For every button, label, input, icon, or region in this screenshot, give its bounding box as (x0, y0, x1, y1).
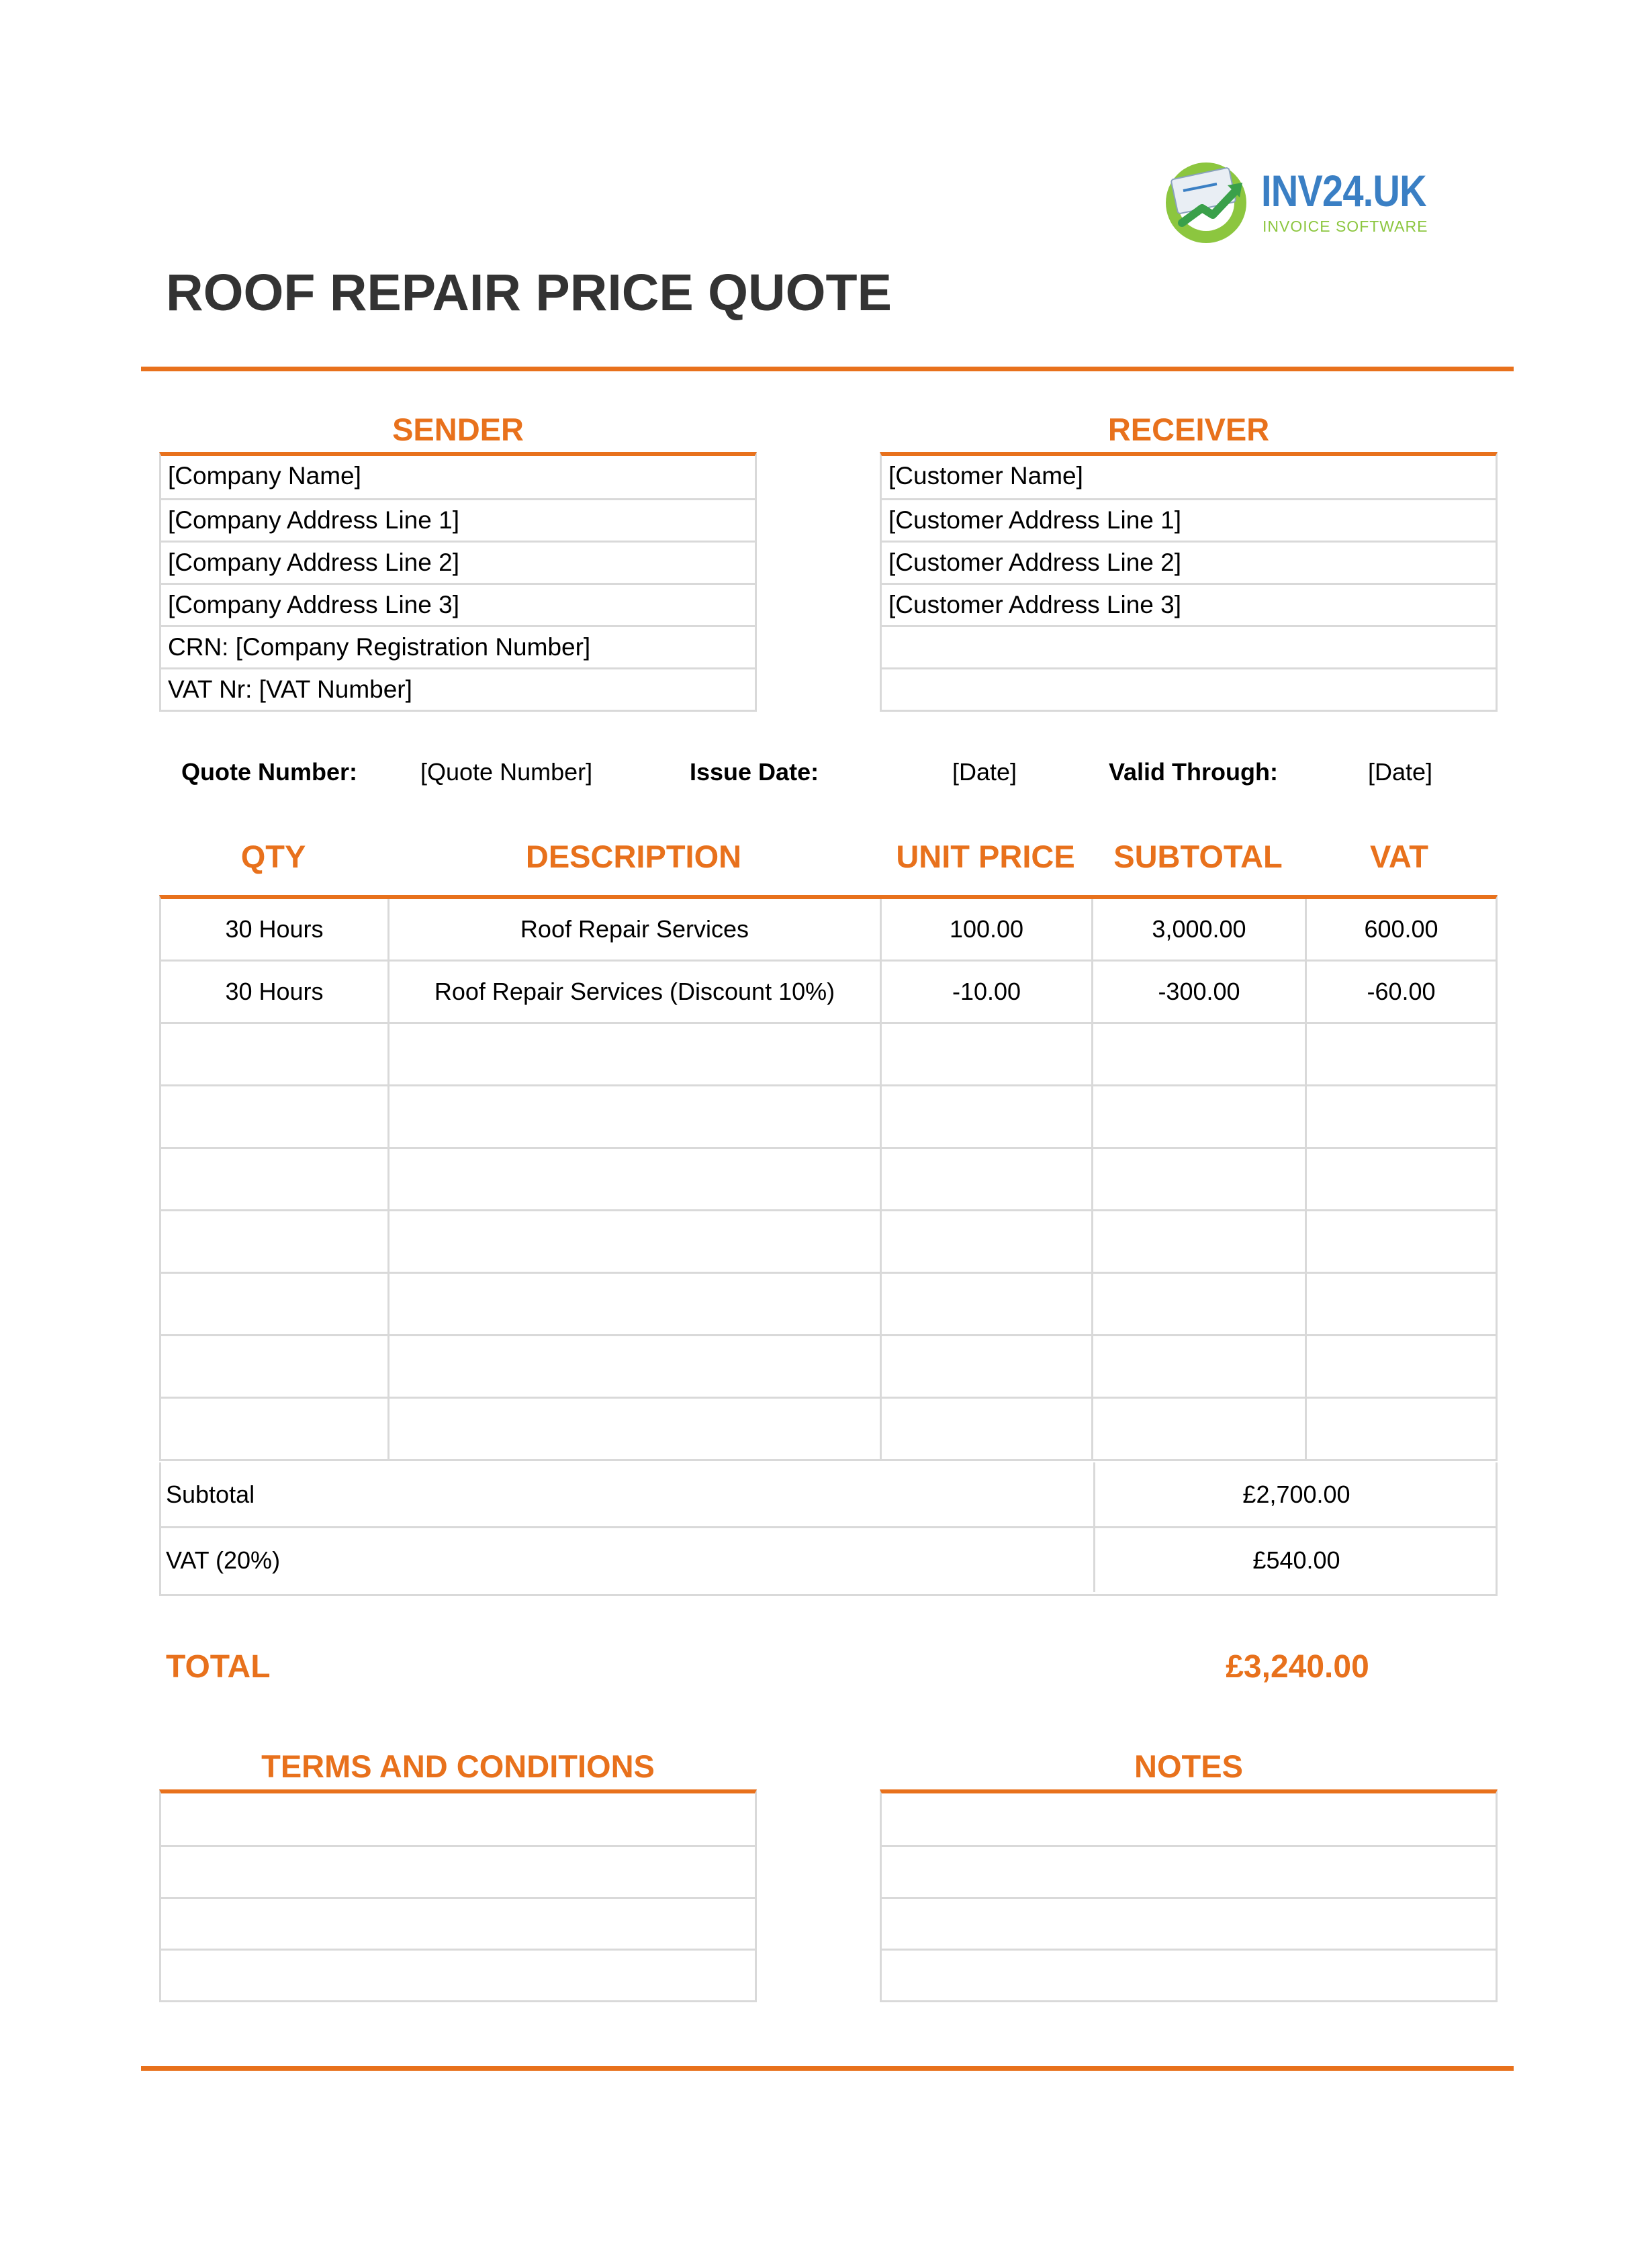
vat-cell: -60.00 (1367, 978, 1436, 1005)
unit-price-cell: 100.00 (882, 899, 1093, 960)
inv24-logo (1162, 153, 1430, 247)
table-row (161, 1211, 1496, 1274)
logo-tagline: INVOICE SOFTWARE (1263, 218, 1428, 235)
notes-line (882, 1949, 1496, 2000)
terms-line (161, 1845, 755, 1897)
items-table (159, 895, 1498, 1461)
total-label: TOTAL (166, 1649, 271, 1685)
notes-line (882, 1897, 1496, 1949)
description-cell (389, 1399, 882, 1459)
subtotal-cell (1093, 1149, 1307, 1209)
table-row (161, 899, 1496, 962)
receiver-line: [Customer Name] (888, 462, 1083, 489)
terms-line (161, 1897, 755, 1949)
vat-row (161, 1528, 1496, 1594)
subtotal-cell (1093, 1024, 1307, 1084)
unit-price-cell (882, 1336, 1093, 1397)
notes-line (882, 1793, 1496, 1845)
vat-cell (1307, 1024, 1496, 1084)
header-subtotal: SUBTOTAL (1113, 839, 1283, 874)
notes-heading: NOTES (1134, 1748, 1243, 1784)
terms-heading: TERMS AND CONDITIONS (261, 1748, 655, 1784)
subtotal-cell (1093, 1399, 1307, 1459)
unit-price-cell (882, 1086, 1093, 1147)
qty-cell (161, 1399, 389, 1459)
subtotal-cell (1093, 1211, 1307, 1272)
qty-cell: 30 Hours (161, 899, 389, 960)
terms-table (159, 1789, 757, 2002)
description-cell (389, 1086, 882, 1147)
description-cell (389, 1211, 882, 1272)
table-row (161, 1024, 1496, 1086)
qty-cell (161, 1149, 389, 1209)
subtotal-cell (1093, 1274, 1307, 1334)
qty-cell (161, 1024, 389, 1084)
subtotal-value: £2,700.00 (1093, 1462, 1498, 1526)
sender-line: [Company Name] (168, 462, 361, 489)
vat-value: £540.00 (1093, 1528, 1498, 1592)
vat-cell (1307, 1336, 1496, 1397)
vat-cell (1307, 1149, 1496, 1209)
unit-price-cell (882, 1149, 1093, 1209)
receiver-line: [Customer Address Line 3] (882, 583, 1496, 625)
table-row (161, 1336, 1496, 1399)
description-cell (389, 1336, 882, 1397)
qty-cell: 30 Hours (161, 962, 389, 1022)
sender-table (159, 452, 757, 712)
sender-line: [Company Address Line 3] (161, 583, 755, 625)
subtotal-row (161, 1462, 1496, 1528)
terms-line (161, 1949, 755, 2000)
receiver-line: [Customer Address Line 1] (882, 498, 1496, 541)
valid-through-label: Valid Through: (1109, 758, 1278, 786)
valid-through-value: [Date] (1368, 758, 1433, 786)
table-row (161, 1399, 1496, 1461)
total-value: £3,240.00 (1226, 1649, 1369, 1685)
subtotal-cell: 3,000.00 (1093, 899, 1307, 960)
invoice-arrow-logo-icon (1162, 153, 1256, 247)
subtotal-label: Subtotal (166, 1481, 255, 1508)
top-divider (141, 367, 1514, 371)
header-unit-price: UNIT PRICE (896, 839, 1075, 874)
header-qty: QTY (240, 839, 306, 874)
description-cell: Roof Repair Services (389, 899, 882, 960)
vat-cell (1307, 1211, 1496, 1272)
totals-table (159, 1462, 1498, 1596)
vat-cell (1307, 1274, 1496, 1334)
items-header (159, 838, 1498, 894)
table-row (161, 1274, 1496, 1336)
receiver-line (882, 625, 1496, 667)
terms-line (161, 1793, 755, 1845)
subtotal-cell: -300.00 (1093, 962, 1307, 1022)
receiver-line: [Customer Address Line 2] (882, 541, 1496, 583)
sender-line: [Company Address Line 1] (161, 498, 755, 541)
subtotal-cell (1093, 1086, 1307, 1147)
notes-line (882, 1845, 1496, 1897)
vat-cell (1307, 1086, 1496, 1147)
bottom-divider (141, 2066, 1514, 2071)
table-row (161, 962, 1496, 1024)
issue-date-value: [Date] (952, 758, 1017, 786)
header-vat: VAT (1369, 839, 1429, 874)
qty-cell (161, 1086, 389, 1147)
quote-number-value: [Quote Number] (420, 758, 593, 786)
unit-price-cell (882, 1024, 1093, 1084)
description-cell (389, 1024, 882, 1084)
unit-price-cell (882, 1274, 1093, 1334)
header-description: DESCRIPTION (525, 839, 742, 874)
description-cell: Roof Repair Services (Discount 10%) (389, 962, 882, 1022)
vat-cell (1307, 1399, 1496, 1459)
sender-line: CRN: [Company Registration Number] (161, 625, 755, 667)
table-row (161, 1149, 1496, 1211)
description-cell (389, 1149, 882, 1209)
unit-price-cell (882, 1211, 1093, 1272)
receiver-heading: RECEIVER (1107, 412, 1270, 447)
qty-cell (161, 1336, 389, 1397)
qty-cell (161, 1211, 389, 1272)
issue-date-label: Issue Date: (690, 758, 819, 786)
vat-cell: 600.00 (1364, 915, 1438, 943)
page-title: ROOF REPAIR PRICE QUOTE (166, 264, 892, 322)
unit-price-cell (882, 1399, 1093, 1459)
qty-cell (161, 1274, 389, 1334)
receiver-line (882, 667, 1496, 710)
notes-table (880, 1789, 1498, 2002)
subtotal-cell (1093, 1336, 1307, 1397)
vat-label: VAT (20%) (166, 1546, 281, 1574)
table-row (161, 1086, 1496, 1149)
logo-brand: INV24.UK (1261, 166, 1426, 216)
receiver-table (880, 452, 1498, 712)
sender-line: [Company Address Line 2] (161, 541, 755, 583)
sender-heading: SENDER (392, 412, 524, 447)
description-cell (389, 1274, 882, 1334)
quote-number-label: Quote Number: (181, 758, 358, 786)
unit-price-cell: -10.00 (882, 962, 1093, 1022)
sender-line: VAT Nr: [VAT Number] (161, 667, 755, 710)
